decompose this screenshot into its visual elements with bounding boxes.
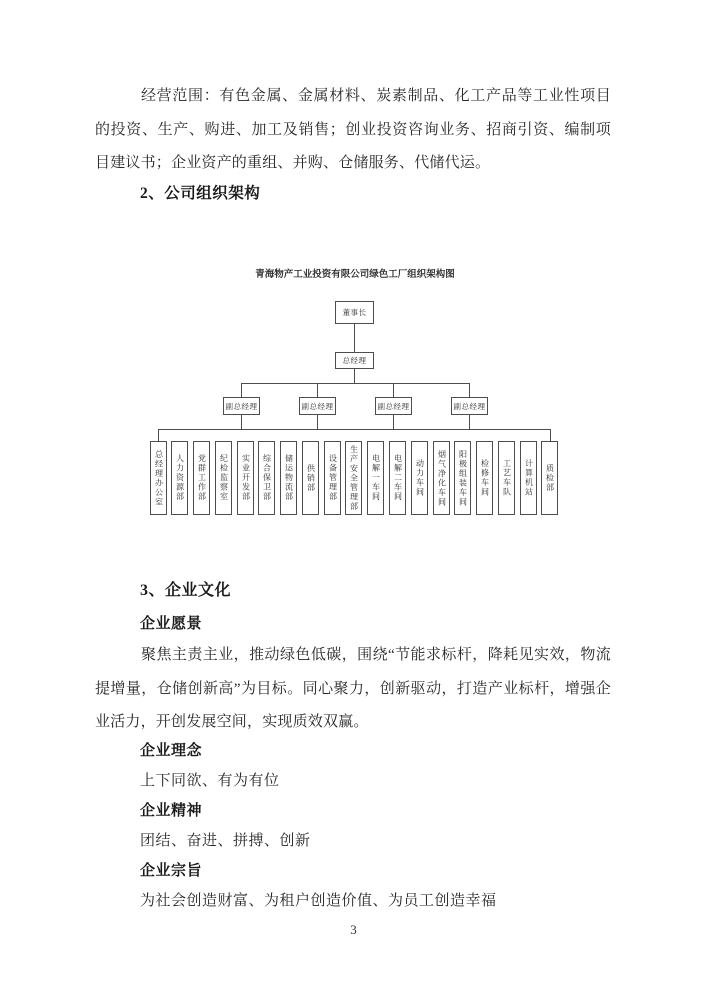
- concept-label: 企业理念: [140, 743, 203, 759]
- org-connector: [469, 415, 470, 429]
- general-manager-box: 总经理: [335, 352, 374, 369]
- dept-label: 质检部: [545, 463, 555, 493]
- org-connector: [317, 383, 318, 397]
- section-2-heading: 2、公司组织架构: [140, 185, 261, 202]
- dept-box: [433, 441, 450, 515]
- org-connector: [469, 383, 470, 397]
- dept-box: [476, 441, 493, 515]
- org-connector: [354, 369, 355, 383]
- dept-box: [367, 441, 384, 515]
- dept-label: 实业开发部: [241, 454, 251, 502]
- dept-box: [171, 441, 188, 515]
- dept-box: [454, 441, 471, 515]
- business-scope-paragraph: 经营范围：有色金属、金属材料、炭素制品、化工产品等工业性项目的投资、生产、购进、加工及销售；创业投资咨询业务、招商引资、编制项目建议书；企业资产的重组、并购、仓储服务、代储代运。: [95, 88, 611, 171]
- dept-box: [258, 441, 275, 515]
- dept-label: 计算机站: [524, 459, 534, 497]
- dept-box: [520, 441, 537, 515]
- dept-box: [193, 441, 210, 515]
- dept-label: 储运物流部: [284, 454, 294, 502]
- dept-box: [411, 441, 428, 515]
- dept-label: 党群工作部: [197, 454, 207, 502]
- dept-box: [324, 441, 341, 515]
- dept-box: [302, 441, 319, 515]
- chairman-box: 董事长: [335, 301, 374, 324]
- deputy-gm-box-4: 副总经理: [451, 397, 488, 415]
- dept-label: 工艺车队: [502, 459, 512, 497]
- org-connector: [317, 415, 318, 429]
- org-connector: [241, 415, 242, 429]
- spirit-label: 企业精神: [140, 803, 203, 819]
- dept-box: [389, 441, 406, 515]
- dept-label: 动力车间: [415, 459, 425, 497]
- dept-label: 阳极组装车间: [458, 449, 468, 507]
- concept-text: 上下同欲、有为有位: [140, 773, 280, 789]
- dept-label: 总经理办公室: [154, 449, 164, 507]
- dept-label: 人力资源部: [175, 454, 185, 502]
- dept-label: 综合保卫部: [262, 454, 272, 502]
- dept-box: [498, 441, 515, 515]
- deputy-gm-box-1: 副总经理: [223, 397, 260, 415]
- dept-label: 烟气净化车间: [437, 449, 447, 507]
- org-connector: [158, 429, 551, 430]
- org-connector: [354, 324, 355, 352]
- org-connector: [393, 383, 394, 397]
- deputy-gm-box-3: 副总经理: [375, 397, 412, 415]
- dept-box: [541, 441, 558, 515]
- purpose-text: 为社会创造财富、为租户创造价值、为员工创造幸福: [140, 893, 497, 909]
- dept-box: [345, 441, 362, 515]
- dept-box: [215, 441, 232, 515]
- dept-box: [237, 441, 254, 515]
- dept-label: 生产安全管理部: [349, 444, 359, 512]
- dept-label: 电解二车间: [393, 454, 403, 502]
- org-connector: [241, 383, 470, 384]
- dept-box: [150, 441, 167, 515]
- vision-label: 企业愿景: [140, 616, 203, 632]
- page-number: 3: [350, 922, 357, 937]
- org-connector: [550, 429, 551, 441]
- purpose-label: 企业宗旨: [140, 863, 203, 879]
- dept-label: 设备管理部: [328, 454, 338, 502]
- dept-box: [280, 441, 297, 515]
- dept-label: 电解一车间: [371, 454, 381, 502]
- section-3-heading: 3、企业文化: [140, 582, 232, 599]
- org-connector: [393, 415, 394, 429]
- dept-label: 纪检监察室: [219, 454, 229, 502]
- org-chart-title: 青海物产工业投资有限公司绿色工厂组织架构图: [255, 269, 455, 280]
- org-chart: [140, 262, 570, 532]
- dept-label: 检修车间: [480, 459, 490, 497]
- dept-label: 供销部: [306, 463, 316, 493]
- spirit-text: 团结、奋进、拼搏、创新: [140, 833, 311, 849]
- deputy-gm-box-2: 副总经理: [299, 397, 336, 415]
- org-connector: [241, 383, 242, 397]
- vision-paragraph: 聚焦主责主业，推动绿色低碳，围绕“节能求标杆，降耗见实效，物流提增量，仓储创新高”为目标。同心聚力，创新驱动，打造产业标杆，增强企业活力，开创发展空间，实现质效双赢。: [95, 647, 611, 730]
- org-connector: [158, 429, 159, 441]
